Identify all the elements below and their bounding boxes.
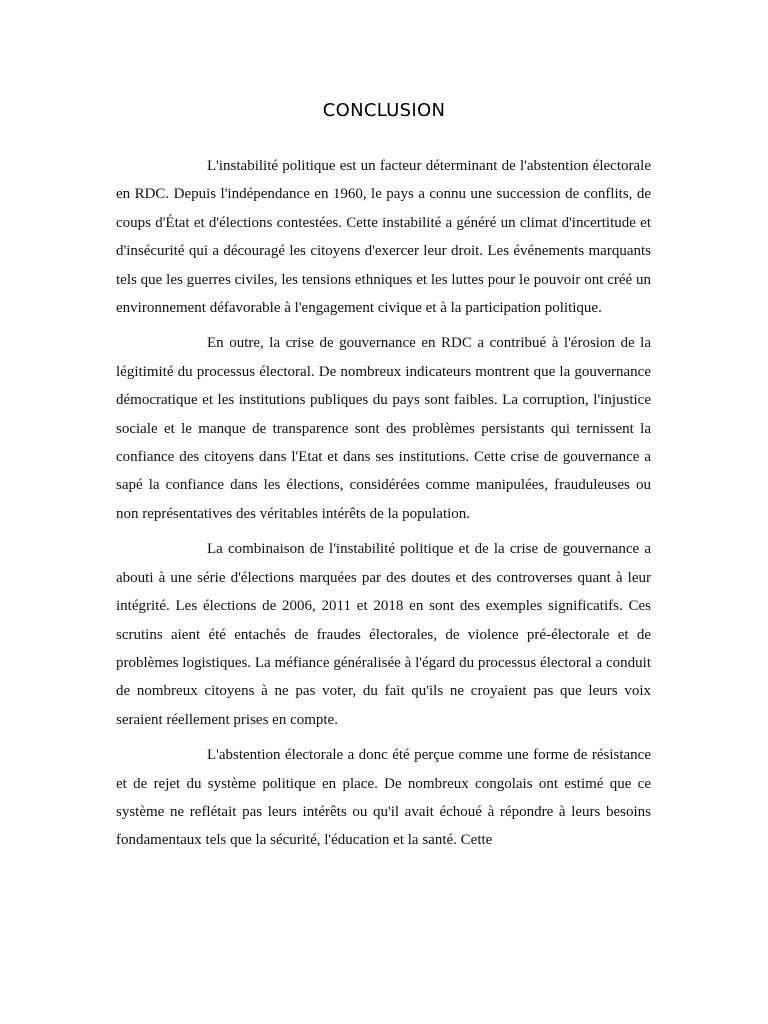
document-body (116, 152, 651, 862)
paragraph-instabilite: L'instabilité politique est un facteur déterminant de l'abstention électorale en RDC. Depuis l'indépendance en 1960, le pays a connu une succession de conflits, de coups d'État et d'élections contestées. Cette instabilité a généré un climat d'incertitude et d'insécurité qui a découragé les citoyens d'exercer leur droit. Les événements marquants tels que les guerres civiles, les tensions ethniques et les luttes pour le pouvoir ont créé un environnement défavorable à l'engagement civique et à la participation politique. (116, 158, 651, 317)
paragraph-gouvernance: En outre, la crise de gouvernance en RDC a contribué à l'érosion de la légitimité du processus électoral. De nombreux indicateurs montrent que la gouvernance démocratique et les institutions publiques du pays sont faibles. La corruption, l'injustice sociale et le manque de transparence sont des problèmes persistants qui ternissent la confiance des citoyens dans l'Etat et dans ses institutions. Cette crise de gouvernance a sapé la confiance dans les élections, considérées comme manipulées, frauduleuses ou non représentatives des véritables intérêts de la population. (116, 335, 651, 522)
paragraph-elections: La combinaison de l'instabilité politique et de la crise de gouvernance a abouti à une série d'élections marquées par des doutes et des controverses quant à leur intégrité. Les élections de 2006, 2011 et 2018 en sont des exemples significatifs. Ces scrutins aient été entachés de fraudes électorales, de violence pré-électorale et de problèmes logistiques. La méfiance généralisée à l'égard du processus électoral a conduit de nombreux citoyens à ne pas voter, du fait qu'ils ne croyaient pas que leurs voix seraient réellement prises en compte. (116, 541, 651, 728)
page-title: CONCLUSION (322, 100, 446, 121)
paragraph-abstention: L'abstention électorale a donc été perçue comme une forme de résistance et de rejet du système politique en place. De nombreux congolais ont estimé que ce système ne reflétait pas leurs intérêts ou qu'il avait échoué à répondre à leurs besoins fondamentaux tels que la sécurité, l'éducation et la santé. Cette (116, 747, 651, 849)
